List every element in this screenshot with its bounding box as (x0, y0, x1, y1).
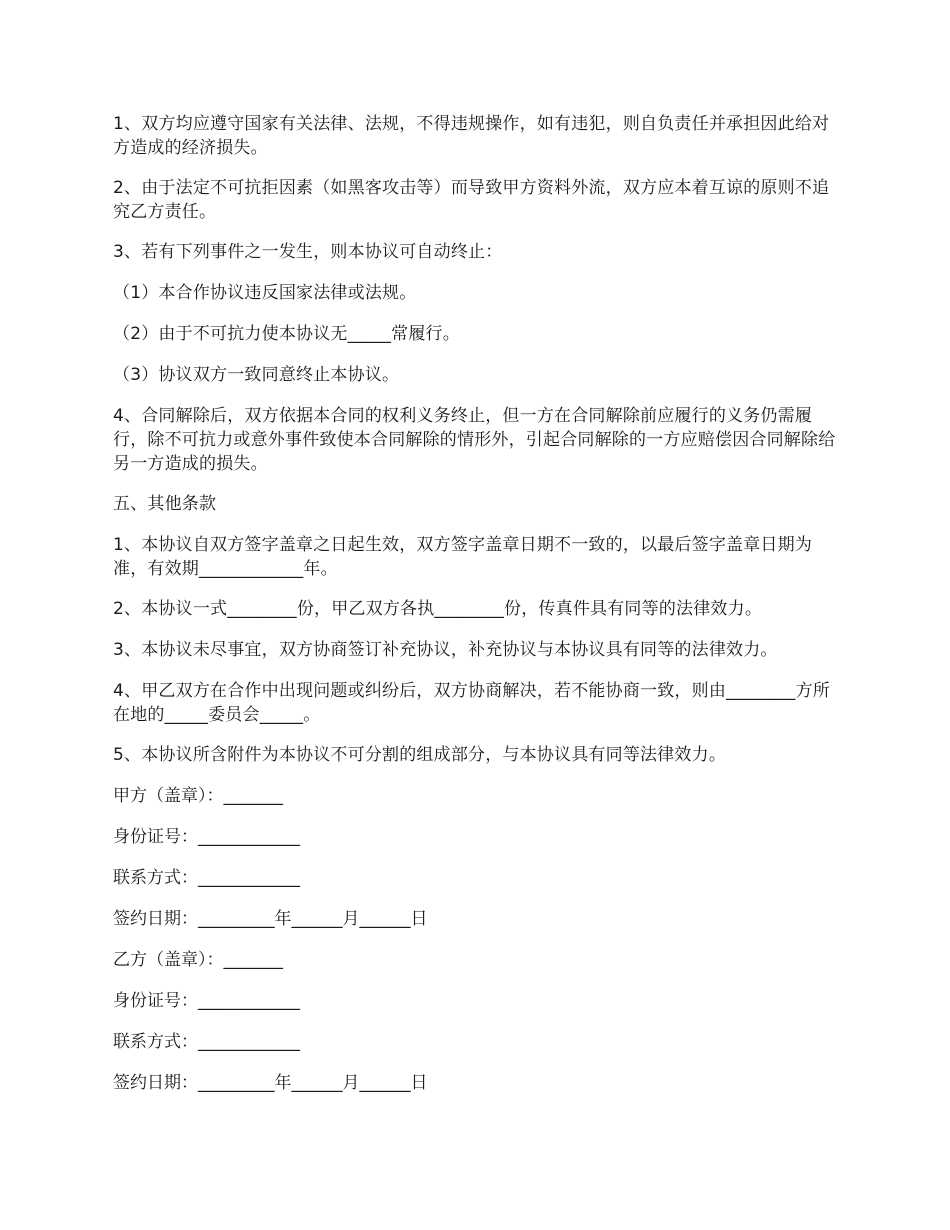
other-clause-5-attachments: 5、本协议所含附件为本协议不可分割的组成部分，与本协议具有同等法律效力。 (113, 745, 727, 765)
termination-item-1: （1）本合作协议违反国家法律或法规。 (113, 283, 417, 303)
other-clause-4-disputes: 4、甲乙双方在合作中出现问题或纠纷后，双方协商解决，若不能协商一致，则由________方所在地的_____委员会_____。 (113, 681, 831, 725)
clause-2-force-majeure: 2、由于法定不可抗拒因素（如黑客攻击等）而导致甲方资料外流，双方应本着互谅的原则不追究乙方责任。 (113, 178, 830, 222)
clause-1-compliance: 1、双方均应遵守国家有关法律、法规，不得违规操作，如有违犯，则自负责任并承担因此给对方造成的经济损失。 (113, 114, 830, 158)
party-b-signature-block (113, 948, 840, 1095)
clause-4-rescission: 4、合同解除后，双方依据本合同的权利义务终止，但一方在合同解除前应履行的义务仍需履行，除不可抗力或意外事件致使本合同解除的情形外，引起合同解除的一方应赔偿因合同解除给另一方造成的损失。 (113, 406, 836, 474)
other-clause-1-effective: 1、本协议自双方签字盖章之日起生效，双方签字盖章日期不一致的，以最后签字盖章日期为准，有效期____________年。 (113, 535, 813, 579)
party-b-contact-field: 联系方式：____________ (113, 1032, 300, 1052)
other-clause-3-supplement: 3、本协议未尽事宜，双方协商签订补充协议，补充协议与本协议具有同等的法律效力。 (113, 640, 778, 660)
clause-3-termination: 3、若有下列事件之一发生，则本协议可自动终止： (113, 242, 503, 262)
party-b-seal-field: 乙方（盖章）：_______ (113, 950, 283, 970)
section-heading-other-terms: 五、其他条款 (113, 494, 217, 514)
party-b-id-field: 身份证号：____________ (113, 991, 300, 1011)
other-clause-2-copies: 2、本协议一式________份，甲乙双方各执________份，传真件具有同等的法律效力。 (113, 599, 763, 619)
party-a-id-field: 身份证号：____________ (113, 827, 300, 847)
party-a-contact-field: 联系方式：____________ (113, 868, 300, 888)
party-a-seal-field: 甲方（盖章）：_______ (113, 786, 283, 806)
party-b-date-field: 签约日期：_________年______月______日 (113, 1073, 428, 1093)
party-a-signature-block (113, 784, 840, 931)
termination-item-2: （2）由于不可抗力使本协议无_____常履行。 (113, 324, 460, 344)
party-a-date-field: 签约日期：_________年______月______日 (113, 909, 428, 929)
termination-item-3: （3）协议双方一致同意终止本协议。 (113, 365, 400, 385)
